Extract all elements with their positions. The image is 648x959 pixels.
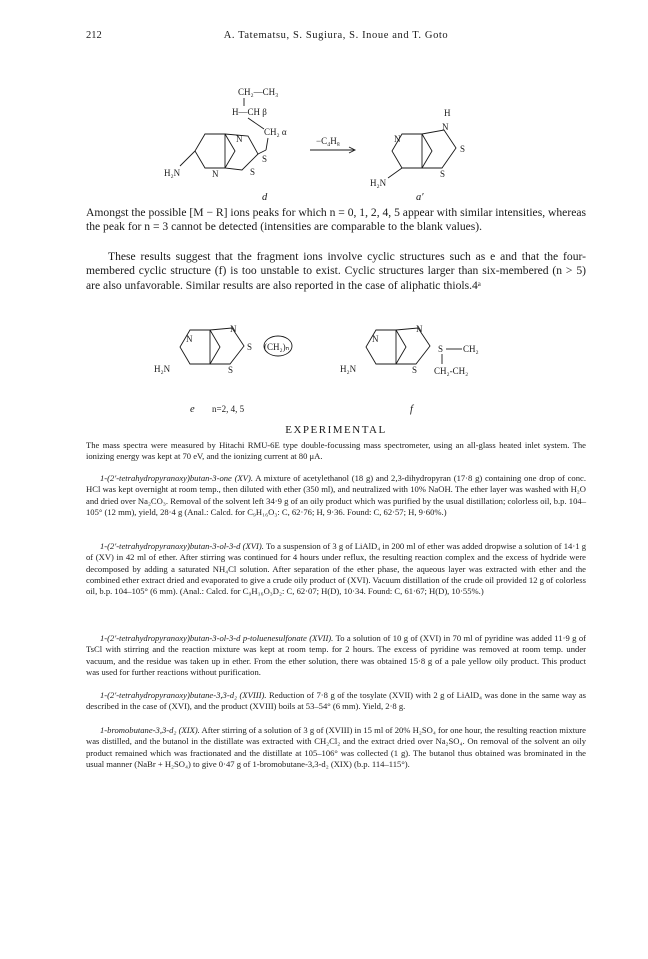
- compound-body-xv: A mixture of acetylethanol (18 g) and 2,3-dihydropyran (17·8 g) containing one drop of conc. HCl was kept overnight at room temp., then diluted with ether (350 ml), and neutralized with 10% NaOH. The ether layer was washed with H₂O and dried over Na₂CO₃. Removal of the solvent left 34·9 g of an oily product which was purified by the usual distillation; colorless oil, b.p. 104–105° (12 mm), yield, 28·4 g (Anal.: Calcd. for C₉H₁₆O₃: C, 62·76; H, 9·36. Found: C, 62·57; H, 9·60%.): [86, 473, 586, 517]
- compound-title-xix: 1-bromobutane-3,3-d₂ (XIX).: [100, 725, 200, 735]
- structure-e: [154, 324, 292, 415]
- chain-ch2-label: CH₂ α: [264, 127, 287, 137]
- page-header: [86, 30, 586, 46]
- label-a-prime: a′: [416, 192, 424, 202]
- s-atom: S: [262, 154, 268, 164]
- n-atom: N: [186, 334, 193, 344]
- compound-body-xvi: To a suspension of 3 g of LiAlD₄ in 200 ml of ether was added dropwise a solution of 14·1 g of (XV) in 42 ml of ether. After stirring was continued for 4 hours under reflux, the resulting reaction complex and the excess of hydride were decomposed by adding a saturated NH₄Cl solution. After separation of the ether phase, the aqueous layer was extracted with ether and the combined ether extract dried and evaporated to give a crude oily product of (XVI). Vacuum distillation of the crude oil provided 12 g of colorless oil, b.p. 104–105° (6 mm). (Anal.: Calcd. for C₉H₁₆O₃D₂: C, 62·07; H(D), 10·34. Found: C, 61·67; H(D), 10·55%.): [86, 541, 587, 597]
- pyrimidine-ring: [195, 134, 235, 168]
- compound-title-xv: 1-(2′-tetrahydropyranoxy)butan-3-one (XV).: [100, 473, 253, 483]
- bond: [248, 118, 264, 129]
- n-atom: N: [416, 324, 423, 334]
- n-atom: N: [236, 134, 243, 144]
- n-atom: N: [230, 324, 237, 334]
- compound-title-xvii: 1-(2′-tetrahydropyranoxy)butan-3-ol-3-d p-toluenesulfonate (XVII).: [100, 633, 334, 643]
- h-atom: H: [444, 108, 451, 118]
- f-ch2ch2-label: CH₂-CH₂: [434, 366, 469, 376]
- bond: [180, 151, 195, 166]
- experimental-intro: The mass spectra were measured by Hitachi RMU-6E type double-focussing mass spectrometer, using an all-glass heated inlet system. The ionizing energy was kept at 70 eV, and the ionizing current at 80 μA.: [86, 440, 586, 462]
- label-d: d: [262, 192, 268, 202]
- experimental-xix: [86, 725, 586, 770]
- scheme-fragmentation-d: [150, 82, 500, 202]
- s-atom: S: [250, 167, 256, 177]
- n-atom: N: [372, 334, 379, 344]
- s-atom: S: [228, 365, 234, 375]
- bond: [266, 138, 268, 150]
- experimental-xviii: [86, 690, 586, 713]
- structure-a-prime: [370, 108, 465, 202]
- arrow-text: −C₄H₈: [316, 136, 340, 146]
- amino-group: H₂N: [340, 364, 357, 374]
- amino-group: H₂N: [154, 364, 171, 374]
- n-atom: N: [394, 134, 401, 144]
- n-atom: N: [442, 122, 449, 132]
- page-number: 212: [86, 30, 102, 41]
- compound-body-xvii: To a solution of 10 g of (XVI) in 70 ml of pyridine was added 11·9 g of TsCl with stirring and the reaction mixture was kept at room temp. for 2 hours. The excess of pyridine was removed at room temp. under vacuum, and the residue was taken up in ether. From the ether solution, there was obtained 15·8 g of a pale yellow oily product. This product was used for further reactions without purification.: [86, 633, 586, 677]
- compound-title-xvi: 1-(2′-tetrahydropyranoxy)butan-3-ol-3-d (XVI).: [100, 541, 264, 551]
- label-e: e: [190, 404, 195, 415]
- compound-body-xviii: Reduction of 7·8 g of the tosylate (XVII) with 2 g of LiAlD₄ was done in the same way as described in the case of (XVI), and the product (XVIII) boils at 53–54° (6 mm). Yield, 2·8 g.: [86, 690, 586, 712]
- amino-group: H₂N: [370, 178, 387, 188]
- s-atom: S: [460, 144, 466, 154]
- bond: [388, 168, 402, 178]
- ring-text: (CH₂)ₙ: [264, 342, 290, 352]
- paragraph-2: These results suggest that the fragment ions involve cyclic structures such as e and that the four-membered cyclic structure (f) is too unstable to exist. Cyclic structures larger than six-membered (n > 5) are also unfavorable. Similar results are also reported in the case of aliphatic thiols.4ᵃ: [86, 250, 586, 292]
- paragraph-1: Amongst the possible [M − R] ions peaks for which n = 0, 1, 2, 4, 5 appear with similar intensities, whereas the peak for n = 3 cannot be detected (intensities are comparable to the blank values).: [86, 206, 586, 234]
- thiazole-ring: [210, 328, 244, 364]
- n-atom: N: [212, 169, 219, 179]
- thiazole-ring: [396, 328, 430, 364]
- compound-title-xviii: 1-(2′-tetrahydropyranoxy)butane-3,3-d₂ (XVIII).: [100, 690, 267, 700]
- s-atom: S: [440, 169, 446, 179]
- compound-body-xix: After stirring of a solution of 3 g of (XVIII) in 15 ml of 20% H₂SO₄ for one hour, the resulting reaction mixture was distilled, and the butanol in the distillate was extracted with CH₂Cl₂ and the extract dried over Na₂SO₄. On removal of the solvent an oily product remained which was fractionated and the distillate at 105–106° was collected (1 g). The butanol thus obtained was brominated in the usual manner (NaBr + H₂SO₄) to give 0·47 g of 1-bromobutane-3,3-d₂ (XIX) (b.p. 114–115°).: [86, 725, 586, 769]
- chain-top-label: CH₂—CH₃: [238, 87, 279, 97]
- experimental-xvii: [86, 633, 586, 678]
- experimental-xvi: [86, 541, 586, 597]
- structure-f: [340, 324, 479, 415]
- section-title-experimental: EXPERIMENTAL: [285, 424, 387, 436]
- s-atom: S: [438, 344, 444, 354]
- amino-group: H₂N: [164, 168, 181, 178]
- running-head-authors: A. Tatematsu, S. Sugiura, S. Inoue and T. Goto: [223, 30, 449, 41]
- structure-d: [164, 87, 287, 202]
- label-f: f: [410, 404, 413, 415]
- label-n-values: n=2, 4, 5: [212, 404, 245, 414]
- experimental-xv: [86, 473, 586, 518]
- s-atom: S: [412, 365, 418, 375]
- thiazole-ring: [422, 130, 456, 168]
- scheme-structures-e-f: [150, 320, 510, 418]
- f-ch2-label: CH₂: [463, 344, 479, 354]
- reaction-arrow: [310, 136, 355, 153]
- chain-h-label: H—CH β: [232, 107, 267, 117]
- s-atom: S: [247, 342, 253, 352]
